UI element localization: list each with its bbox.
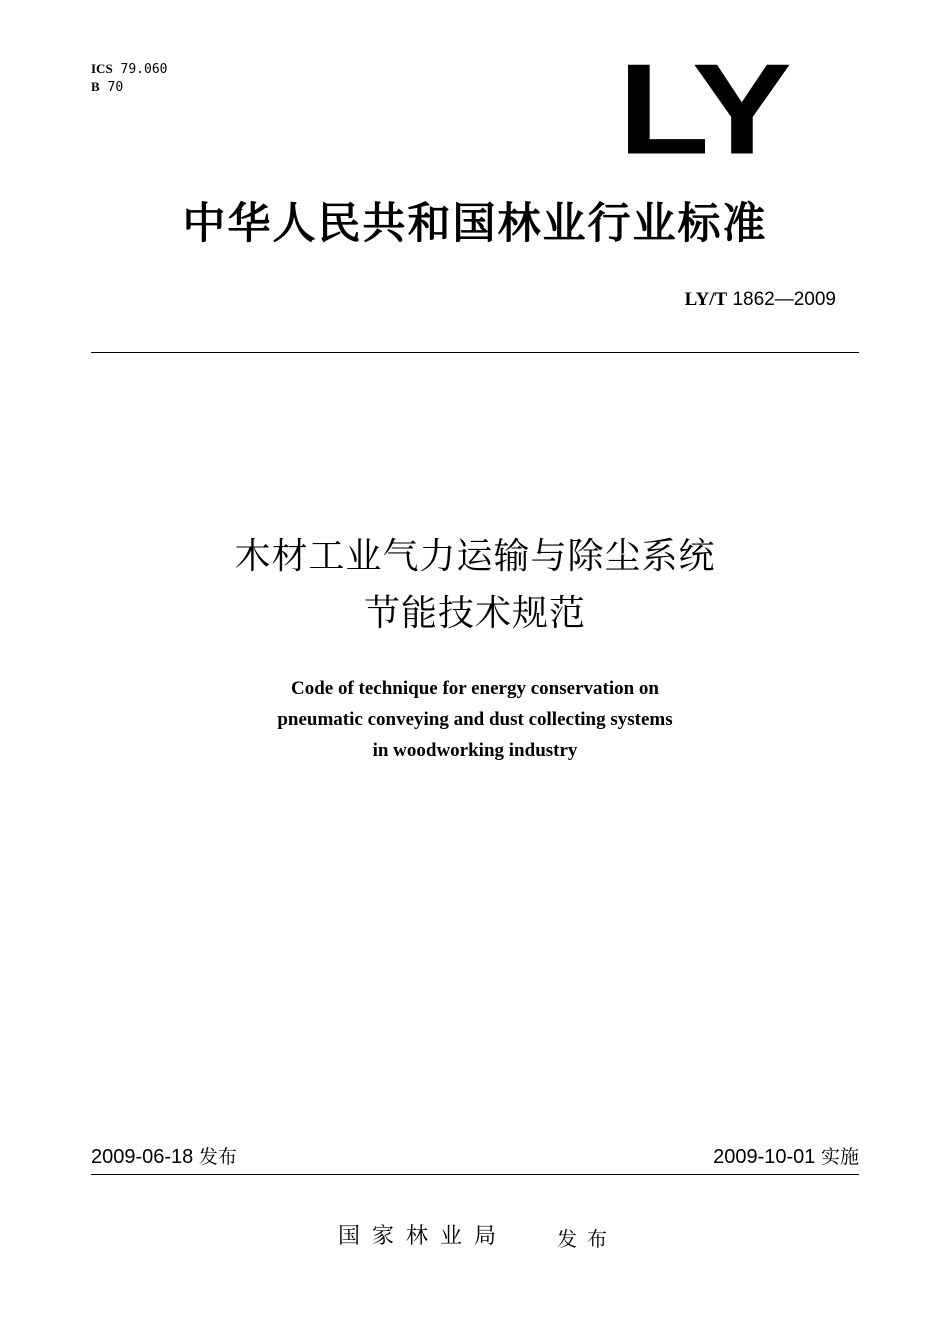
standard-title: 中华人民共和国林业行业标准 [182,199,768,249]
standard-number-prefix: LY/T [684,289,728,310]
standard-number-value: 1862—2009 [732,289,836,310]
implement-date-value: 2009-10-01 [713,1146,816,1168]
standard-number [685,288,836,312]
document-title-en-line2: pneumatic conveying and dust collecting systems [277,709,673,730]
document-title-cn-line1: 木材工业气力运输与除尘系统 [234,536,716,577]
issuer-name: 国家林业局 [338,1224,509,1249]
ics-code: 79.060 [120,62,168,77]
issue-date-value: 2009-06-18 [91,1146,194,1168]
document-title-en-line3: in woodworking industry [372,740,578,761]
implement-date-label: 实施 [820,1146,859,1168]
bottom-divider [91,1174,859,1175]
classification-codes [91,60,167,96]
issuer-action: 发布 [557,1227,617,1251]
implement-date [713,1144,859,1170]
top-divider [91,352,859,353]
ly-logo: LY [618,36,788,181]
issue-date-label: 发布 [198,1146,237,1168]
ics-label: ICS [91,61,113,76]
ccs-line [91,78,167,96]
ccs-label: B [91,79,100,94]
issue-date [91,1144,237,1170]
document-title-en-line1: Code of technique for energy conservation on [290,678,659,699]
ics-line [91,60,167,78]
ccs-code: 70 [107,80,124,95]
document-title-cn-line2: 节能技术规范 [363,593,586,634]
